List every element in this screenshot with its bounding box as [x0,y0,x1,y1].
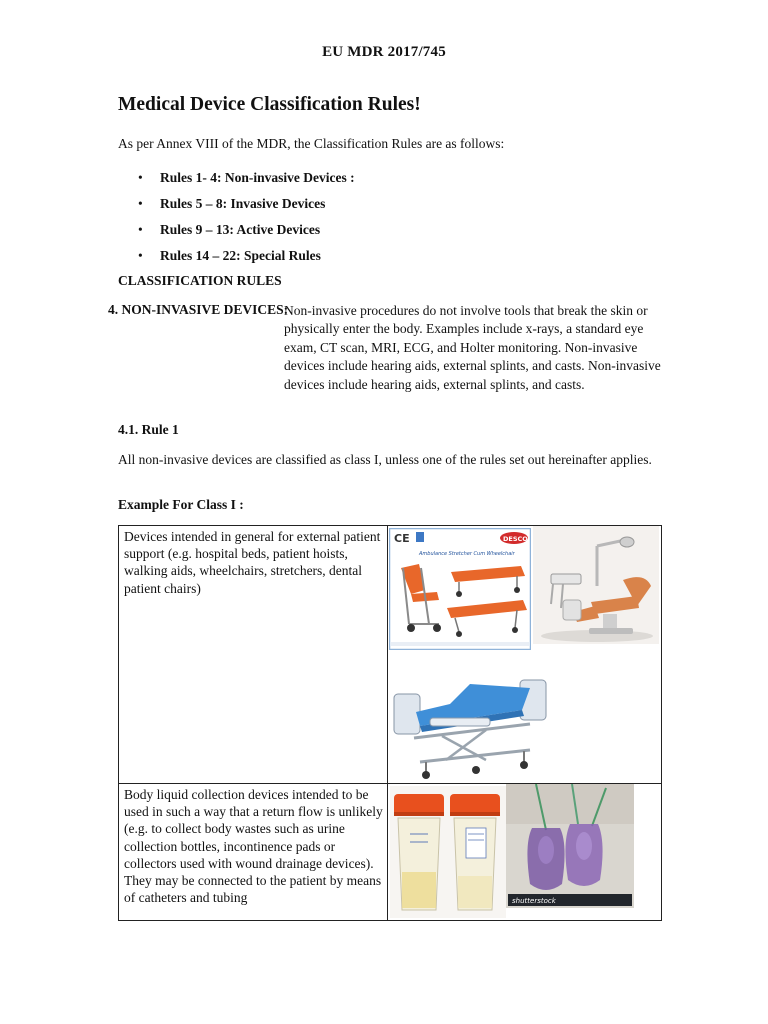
table-cell-description: Body liquid collection devices intended to be used in such a way that a return flow is unlikely (e.g. to collect body wastes such as urine collection bottles, incontinence pads or collectors used with wound drainage devices). They may be connected to the patient by means of catheters and tubing [119,784,388,921]
examples-table [118,525,662,921]
example-heading: Example For Class I : [118,497,244,512]
list-item [136,168,355,194]
bullet-glyph: • [138,248,143,263]
banner-text: Ambulance Stretcher Cum Wheelchair [419,551,515,557]
non-invasive-label: 4. NON-INVASIVE DEVICES: [108,302,289,317]
non-invasive-description: Non-invasive procedures do not involve tools that break the skin or physically enter the body. Examples include x-rays, a standard eye exam, CT scan, MRI, ECG, and Holter monitoring. Non-invasive devices include hearing aids, external splints, and casts. Non-invasive devices include hearing aids, external splints, and casts. [284,303,661,392]
stretcher-wheelchair-photo [389,528,531,650]
rule-item-label: Rules 9 – 13: Active Devices [160,222,321,237]
rules-list [136,168,355,272]
list-item [136,194,355,220]
dental-chair-photo [533,526,659,644]
document-title: EU MDR 2017/745 [322,44,446,60]
ce-mark-text: CE [394,532,410,545]
list-item [136,220,355,246]
rule-item-label: Rules 5 – 8: Invasive Devices [160,196,326,211]
bullet-glyph: • [138,222,143,237]
watermark-text: shutterstock [512,897,556,905]
rule-item-label: Rules 1- 4: Non-invasive Devices : [160,170,355,185]
table-cell-images [388,526,662,784]
table-row [119,784,662,921]
urine-containers-photo [390,786,506,918]
rule1-description: All non-invasive devices are classified as class I, unless one of the rules set out hereinafter applies. [118,452,652,467]
list-item [136,246,355,272]
table-cell-description: Devices intended in general for external patient support (e.g. hospital beds, patient hoists, walking aids, wheelchairs, stretchers, dental patient chairs) [119,526,388,784]
intro-paragraph: As per Annex VIII of the MDR, the Classification Rules are as follows: [118,136,505,151]
section-heading: CLASSIFICATION RULES [118,273,282,288]
page-heading: Medical Device Classification Rules! [118,94,421,115]
brand-badge-text: DESCO [503,535,528,543]
table-row [119,526,662,784]
table-cell-images [388,784,662,921]
hospital-bed-photo [390,664,550,782]
bullet-glyph: • [138,196,143,211]
rule-item-label: Rules 14 – 22: Special Rules [160,248,321,263]
drainage-bags-photo [506,784,634,908]
bullet-glyph: • [138,170,143,185]
rule1-heading: 4.1. Rule 1 [118,422,179,437]
